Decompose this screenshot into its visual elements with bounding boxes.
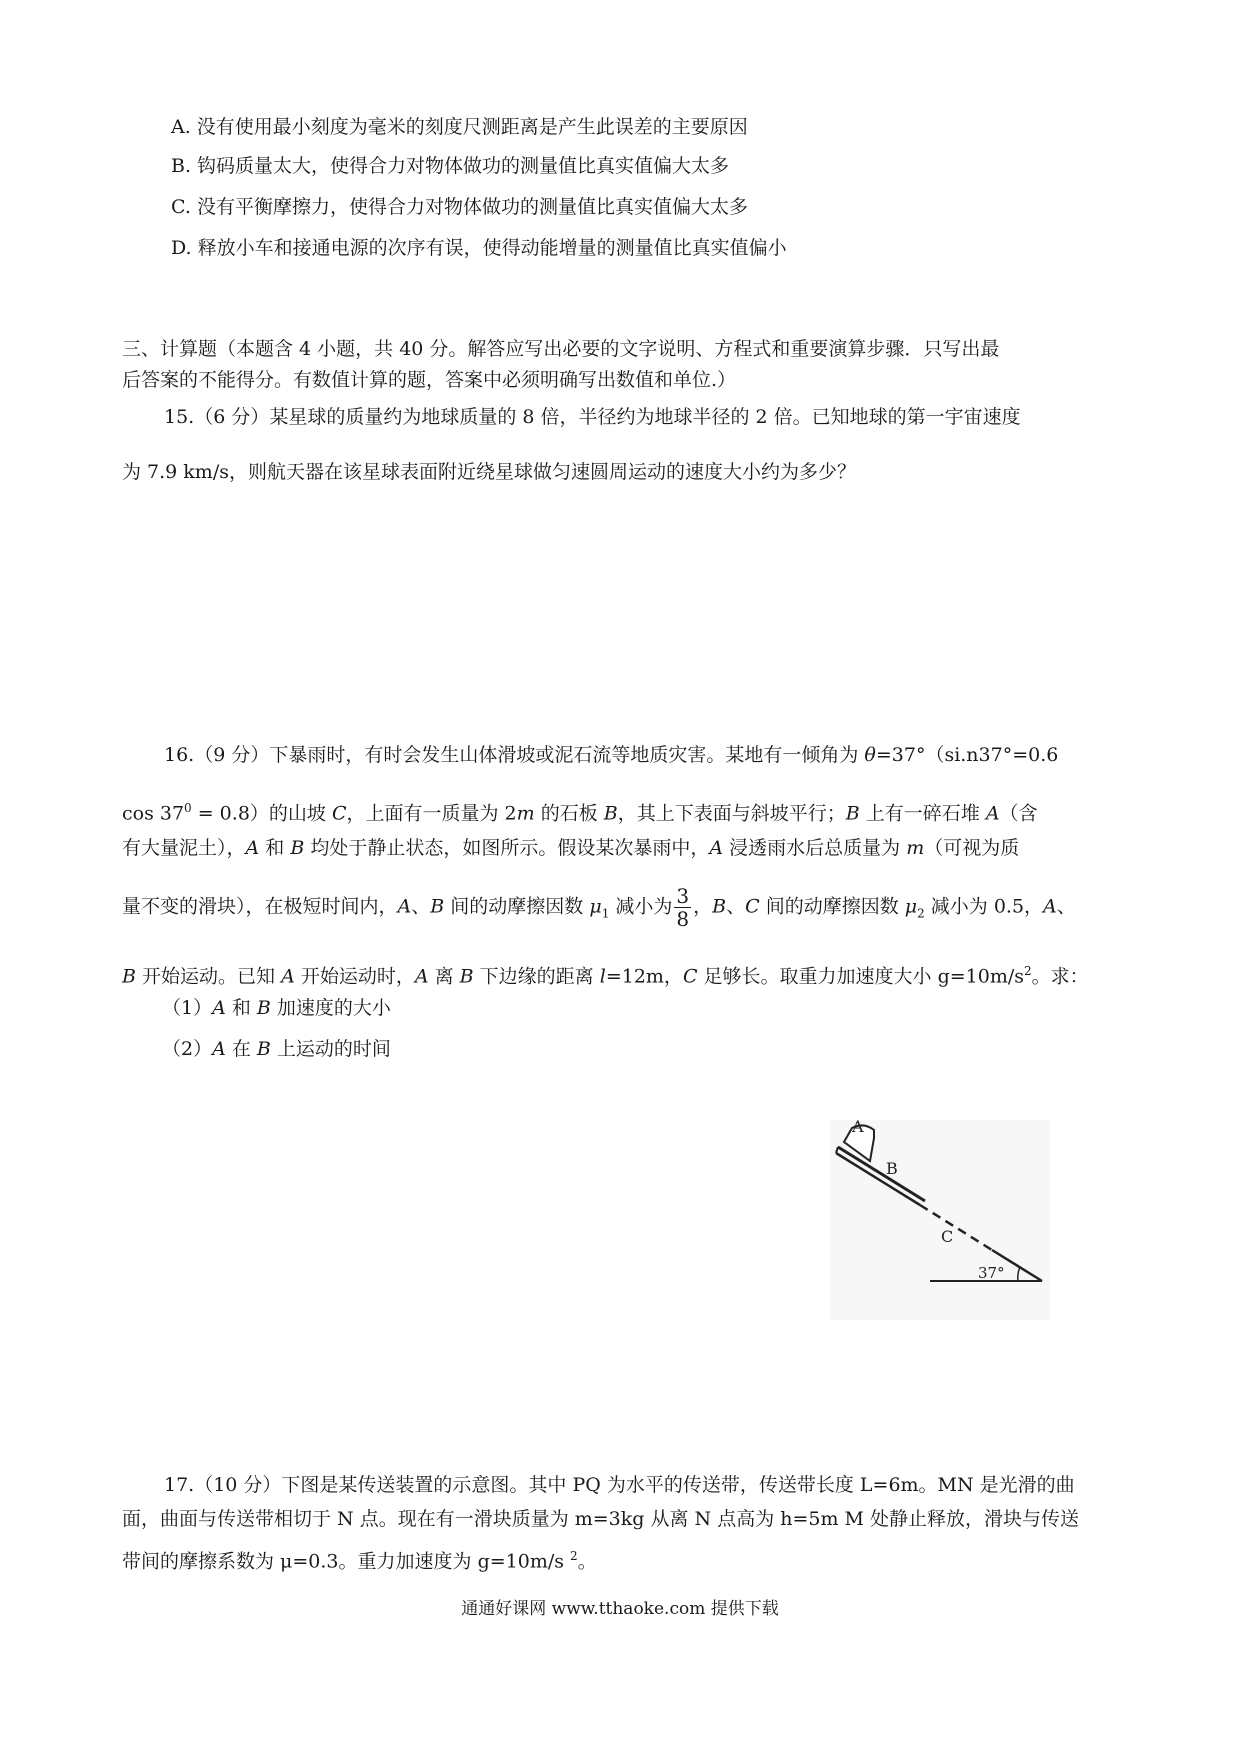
q17-line1: 17.（10 分）下图是某传送装置的示意图。其中 PQ 为水平的传送带，传送带长度 L=6m。MN 是光滑的曲 [164,1474,1075,1496]
option-c: C. 没有平衡摩擦力，使得合力对物体做功的测量值比真实值偏大太多 [171,196,748,218]
label-c: C [941,1227,954,1246]
q16-line4: 量不变的滑块），在极短时间内，A、B 间的动摩擦因数 $\mu_1$ 减小为 $\frac{3}{8}$ ，B、C 间的动摩擦因数 $\mu_2$ 减小为 0.5，A、 [122,884,1076,931]
label-b: B [886,1159,898,1178]
option-a: A. 没有使用最小刻度为毫米的刻度尺测距离是产生此误差的主要原因 [171,116,748,138]
q16-line5: B 开始运动。已知 A 开始运动时，A 离 B 下边缘的距离 l=12m，C 足够长。取重力加速度大小 $g=10m/s^2$。求： [122,964,1089,988]
q17-line2: 面，曲面与传送带相切于 N 点。现在有一滑块质量为 m=3kg 从离 N 点高为 h=5m M 处静止释放，滑块与传送 [122,1508,1080,1530]
incline-figure [830,1120,1050,1320]
q16-line3: 有大量泥土），A 和 B 均处于静止状态，如图所示。假设某次暴雨中，A 浸透雨水后总质量为 m（可视为质 [122,837,1020,859]
fraction-three-eighths: $\frac{3}{8}$ [676,884,690,931]
section-heading-line2: 后答案的不能得分。有数值计算的题，答案中必须明确写出数值和单位.） [122,369,737,391]
option-b: B. 钩码质量太大，使得合力对物体做功的测量值比真实值偏大太多 [171,155,730,177]
option-d: D. 释放小车和接通电源的次序有误，使得动能增量的测量值比真实值偏小 [171,237,787,259]
section-heading-line1: 三、计算题（本题含 4 小题，共 40 分。解答应写出必要的文字说明、方程式和重要演算步骤．只写出最 [122,338,1000,360]
label-angle: 37° [978,1264,1005,1282]
q16-subquestion-1: （1）A 和 B 加速度的大小 [162,997,391,1019]
q15-line2: 为 7.9 km/s，则航天器在该星球表面附近绕星球做匀速圆周运动的速度大小约为多少？ [122,461,856,483]
q16-subquestion-2: （2）A 在 B 上运动的时间 [162,1038,391,1060]
footer-watermark: 通通好课网 www.tthaoke.com 提供下载 [461,1599,779,1619]
label-a: A [852,1120,864,1136]
q16-line2: $\cos 37^0 = 0.8$）的山坡 C，上面有一质量为 2m 的石板 B，其上下表面与斜坡平行；B 上有一碎石堆 A（含 [122,801,1038,825]
q15-line1: 15.（6 分）某星球的质量约为地球质量的 8 倍，半径约为地球半径的 2 倍。已知地球的第一宇宙速度 [164,406,1021,428]
q17-line3: 带间的摩擦系数为 μ=0.3。重力加速度为 g=10m/s $^2$。 [122,1549,597,1573]
q16-line1: 16.（9 分）下暴雨时，有时会发生山体滑坡或泥石流等地质灾害。某地有一倾角为 θ=37°（si.n37°=0.6 [164,744,1059,766]
